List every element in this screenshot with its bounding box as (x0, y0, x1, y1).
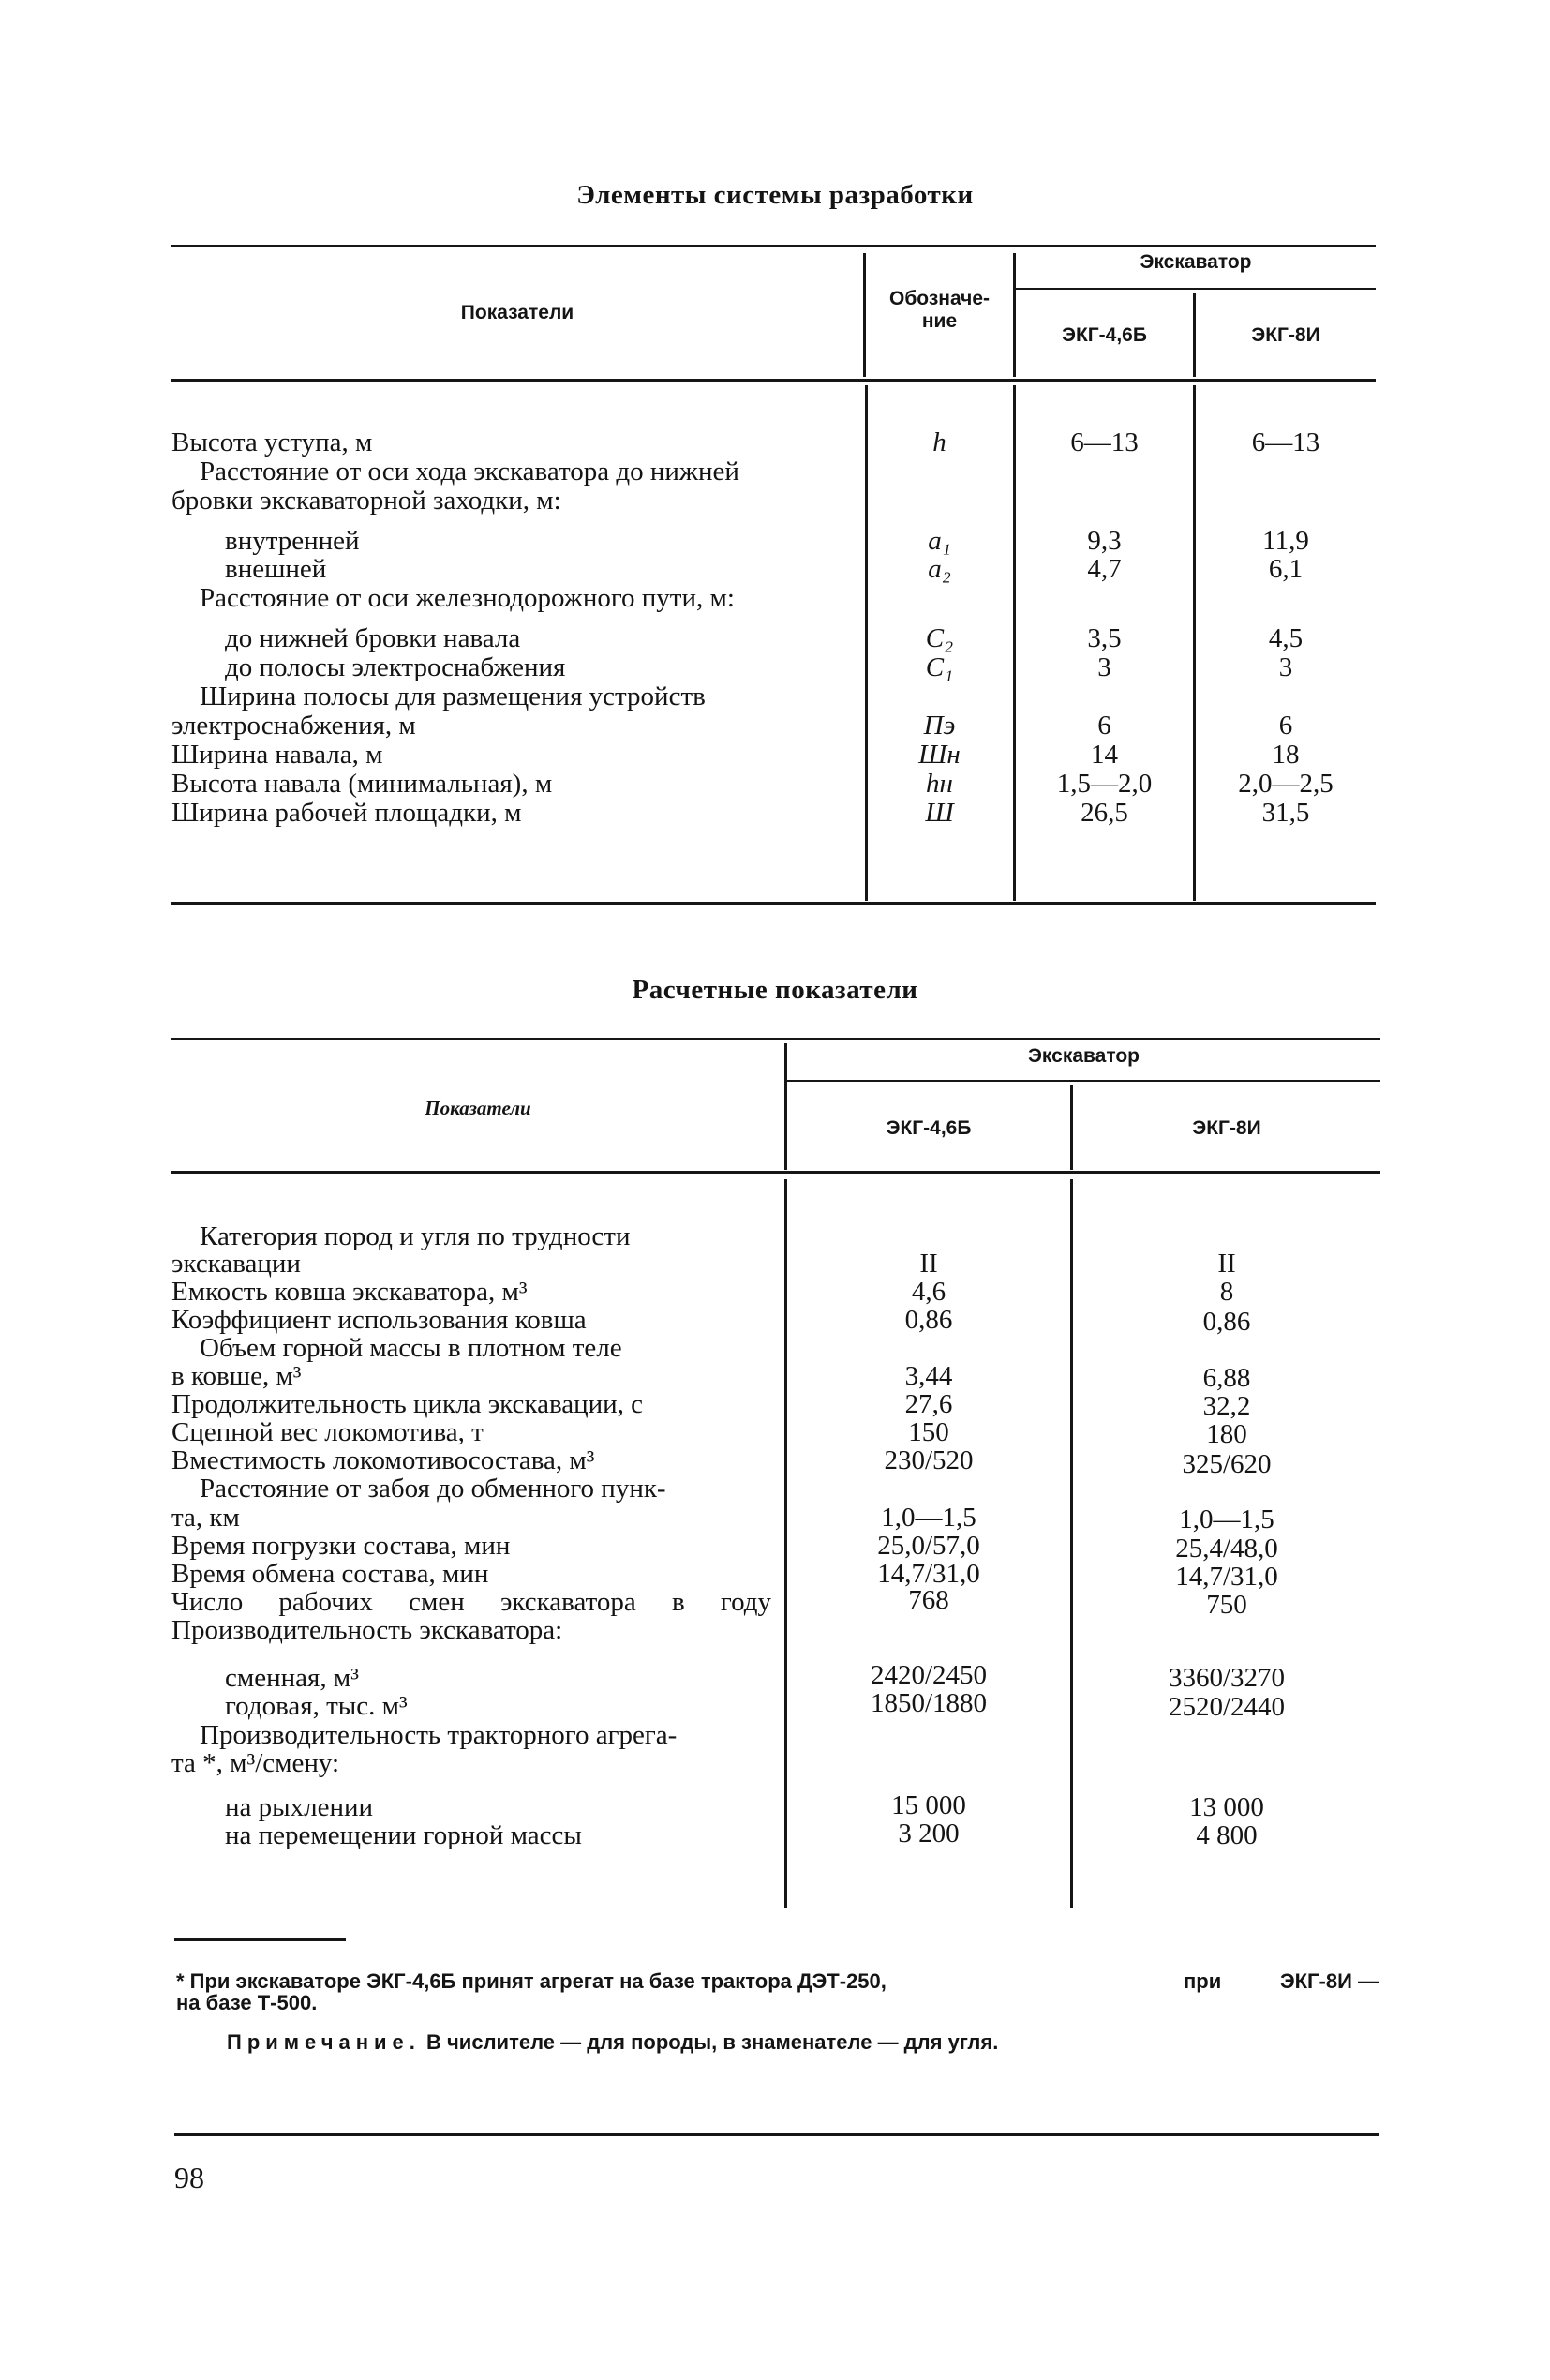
table1-header-designation: Обозначе- ние (889, 288, 990, 332)
table2-header-ekg-8i: ЭКГ-8И (1192, 1117, 1261, 1139)
row-symbol: C₂ (925, 623, 954, 653)
table2-header-excavator: Экскаватор (1027, 1045, 1140, 1067)
row-label: та *, м³/смену: (171, 1748, 340, 1778)
row-value-ekg-8i: 3360/3270 (1168, 1663, 1286, 1693)
row-label: Вместимость локомотивосостава, м³ (171, 1445, 595, 1475)
row-value-ekg-4-6b: 26,5 (1081, 798, 1128, 828)
row-value-ekg-8i: 32,2 (1202, 1391, 1251, 1421)
row-value-ekg-8i: 4 800 (1196, 1820, 1258, 1850)
row-value-ekg-8i: 4,5 (1268, 623, 1304, 653)
row-value-ekg-4-6b: 1,0—1,5 (881, 1503, 976, 1533)
table2-header-ekg-4-6b: ЭКГ-4,6Б (886, 1117, 972, 1139)
row-value-ekg-8i: 325/620 (1182, 1449, 1272, 1479)
note-label: Примечание. (227, 2030, 421, 2054)
row-label: Производительность тракторного агрега- (200, 1720, 678, 1750)
row-label: Высота уступа, м (171, 427, 373, 457)
row-value-ekg-8i: 6,88 (1202, 1363, 1251, 1393)
row-label: до нижней бровки навала (225, 623, 521, 653)
row-value-ekg-4-6b: 1850/1880 (870, 1688, 988, 1718)
row-label: годовая, тыс. м³ (225, 1691, 408, 1721)
page-number: 98 (174, 2161, 204, 2194)
row-value-ekg-4-6b: 230/520 (884, 1445, 974, 1475)
table1-header-ekg-8i: ЭКГ-8И (1251, 324, 1320, 346)
row-label: Коэффициент использования ковша (171, 1305, 587, 1335)
row-value-ekg-4-6b: 4,6 (911, 1277, 946, 1307)
row-symbol: a₁ (928, 526, 951, 556)
footnote-text: при (1184, 1969, 1222, 1993)
footnote-text: * При экскаваторе ЭКГ-4,6Б принят агрегат на базе трактора ДЭТ-250, (176, 1969, 887, 1993)
row-value-ekg-8i: 0,86 (1202, 1307, 1251, 1337)
table1-header-excavator: Экскаватор (1140, 251, 1252, 273)
row-label: Продолжительность цикла экскавации, с (171, 1389, 644, 1419)
row-label: в ковше, м³ (171, 1361, 302, 1391)
row-label: Ширина рабочей площадки, м (171, 798, 522, 828)
row-value-ekg-4-6b: 4,7 (1087, 554, 1122, 584)
footnote-text: ЭКГ-8И — (1279, 1969, 1379, 1993)
row-label: Сцепной вес локомотива, т (171, 1417, 484, 1447)
row-label: Расстояние от оси хода экскаватора до нижней (200, 457, 739, 486)
row-value-ekg-8i: 180 (1206, 1419, 1247, 1449)
row-value-ekg-8i: 2520/2440 (1168, 1692, 1286, 1722)
note-text: В числителе — для породы, в знаменателе — для угля. (426, 2030, 999, 2054)
row-symbol: h (932, 427, 946, 457)
table1-title: Элементы системы разработки (576, 180, 974, 210)
footnote-separator (174, 1938, 346, 1941)
row-value-ekg-4-6b: 3,5 (1087, 623, 1122, 653)
row-value-ekg-8i: 25,4/48,0 (1175, 1534, 1278, 1564)
table1-header-indicators: Показатели (460, 302, 574, 323)
row-value-ekg-4-6b: 3 200 (898, 1819, 960, 1849)
row-value-ekg-4-6b: 768 (908, 1585, 949, 1615)
row-value-ekg-8i: II (1217, 1249, 1236, 1279)
row-value-ekg-8i: 18 (1272, 740, 1300, 770)
row-symbol: a₂ (928, 554, 951, 584)
row-value-ekg-4-6b: 15 000 (891, 1790, 966, 1820)
row-value-ekg-8i: 6—13 (1251, 427, 1320, 457)
row-label: экскавации (171, 1249, 301, 1279)
footnote-line-1 (176, 1969, 1379, 1994)
row-label: Производительность экскаватора: (171, 1615, 563, 1645)
row-value-ekg-8i: 8 (1219, 1277, 1234, 1307)
row-label: Категория пород и угля по трудности (200, 1221, 631, 1251)
row-value-ekg-4-6b: 3 (1097, 652, 1111, 682)
row-value-ekg-4-6b: 3,44 (904, 1361, 953, 1391)
row-label: до полосы электроснабжения (225, 652, 566, 682)
note (227, 2030, 998, 2055)
row-label: Расстояние от оси железнодорожного пути, м: (200, 583, 735, 613)
row-value-ekg-8i: 11,9 (1262, 526, 1309, 556)
row-label: Емкость ковша экскаватора, м³ (171, 1277, 528, 1307)
row-value-ekg-4-6b: II (919, 1249, 938, 1279)
row-label: Ширина полосы для размещения устройств (200, 681, 706, 711)
row-label: бровки экскаваторной заходки, м: (171, 486, 561, 516)
row-value-ekg-8i: 1,0—1,5 (1179, 1504, 1274, 1534)
row-value-ekg-8i: 3 (1278, 652, 1293, 682)
row-symbol: C₁ (925, 652, 954, 682)
row-value-ekg-4-6b: 150 (908, 1417, 949, 1447)
row-value-ekg-4-6b: 6—13 (1070, 427, 1139, 457)
row-label: Время обмена состава, мин (171, 1559, 489, 1589)
row-value-ekg-8i: 2,0—2,5 (1238, 769, 1334, 799)
row-label: Расстояние от забоя до обменного пунк- (200, 1474, 666, 1504)
row-label: электроснабжения, м (171, 711, 416, 741)
row-value-ekg-4-6b: 14,7/31,0 (877, 1559, 980, 1589)
row-symbol: Шн (918, 740, 961, 770)
row-value-ekg-8i: 14,7/31,0 (1175, 1562, 1278, 1592)
row-value-ekg-4-6b: 9,3 (1087, 526, 1122, 556)
row-label: та, км (171, 1503, 240, 1533)
row-value-ekg-8i: 6,1 (1268, 554, 1304, 584)
row-value-ekg-4-6b: 14 (1091, 740, 1118, 770)
row-label: внутренней (225, 526, 360, 556)
row-label: на рыхлении (225, 1792, 374, 1822)
row-value-ekg-4-6b: 0,86 (904, 1305, 953, 1335)
row-value-ekg-8i: 750 (1206, 1590, 1247, 1620)
row-value-ekg-8i: 6 (1278, 711, 1293, 741)
table1-header-ekg-4-6b: ЭКГ-4,6Б (1062, 324, 1147, 346)
row-label: Ширина навала, м (171, 740, 383, 770)
table2-title: Расчетные показатели (632, 975, 918, 1005)
table2-header-indicators: Показатели (425, 1097, 531, 1119)
row-label: Высота навала (минимальная), м (171, 769, 553, 799)
row-value-ekg-4-6b: 1,5—2,0 (1056, 769, 1153, 799)
row-value-ekg-4-6b: 25,0/57,0 (877, 1531, 980, 1561)
row-symbol: hн (926, 769, 953, 799)
row-label: на перемещении горной массы (225, 1820, 582, 1850)
row-label: Объем горной массы в плотном теле (200, 1333, 622, 1363)
row-value-ekg-4-6b: 6 (1097, 711, 1111, 741)
page-bottom-rule (174, 2133, 1379, 2136)
row-label: сменная, м³ (225, 1663, 359, 1693)
row-value-ekg-4-6b: 27,6 (904, 1389, 953, 1419)
row-symbol: Пэ (923, 711, 956, 741)
footnote-line-2: на базе Т-500. (176, 1991, 318, 2014)
row-symbol: Ш (925, 798, 954, 828)
row-label: Время погрузки состава, мин (171, 1531, 511, 1561)
row-value-ekg-4-6b: 2420/2450 (870, 1660, 988, 1690)
row-value-ekg-8i: 13 000 (1189, 1792, 1264, 1822)
row-label: Число рабочих смен экскаватора в году (171, 1587, 771, 1617)
row-label: внешней (225, 554, 327, 584)
row-value-ekg-8i: 31,5 (1261, 798, 1310, 828)
